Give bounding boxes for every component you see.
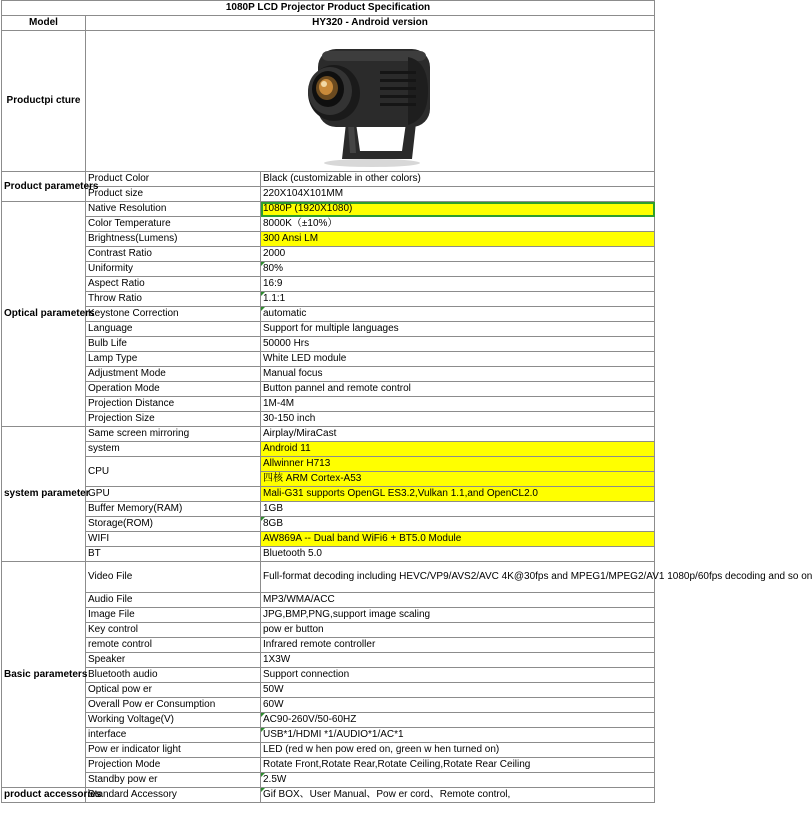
spec-value: Manual focus <box>261 367 655 382</box>
spec-key: remote control <box>86 638 261 653</box>
picture-row <box>2 31 655 172</box>
spec-value: MP3/WMA/ACC <box>261 593 655 608</box>
spec-key: Throw Ratio <box>86 292 261 307</box>
spec-key: Image File <box>86 608 261 623</box>
section-label-basic-parameters: Basic parameters <box>2 562 86 788</box>
spec-key: Projection Distance <box>86 397 261 412</box>
spec-row <box>2 758 655 773</box>
spec-row <box>2 232 655 247</box>
spec-key: Speaker <box>86 653 261 668</box>
spec-value: Rotate Front,Rotate Rear,Rotate Ceiling,Rotate Rear Ceiling <box>261 758 655 773</box>
projector-image <box>290 31 450 171</box>
spec-row <box>2 623 655 638</box>
spec-row <box>2 412 655 427</box>
spec-row <box>2 698 655 713</box>
spec-key: Key control <box>86 623 261 638</box>
spec-value: 50000 Hrs <box>261 337 655 352</box>
model-row <box>2 16 655 31</box>
spec-row <box>2 653 655 668</box>
spec-key: Contrast Ratio <box>86 247 261 262</box>
spec-value: 四核 ARM Cortex-A53 <box>261 472 655 487</box>
spec-value: Support connection <box>261 668 655 683</box>
spec-value: 1GB <box>261 502 655 517</box>
spec-row <box>2 593 655 608</box>
spec-row <box>2 352 655 367</box>
spec-value: 2.5W <box>261 773 655 788</box>
section-label-optical-parameters: Optical parameters <box>2 202 86 427</box>
spec-row <box>2 457 655 472</box>
spec-value: 8GB <box>261 517 655 532</box>
spec-key: BT <box>86 547 261 562</box>
spec-row <box>2 322 655 337</box>
spec-row <box>2 562 655 593</box>
spec-key: Standby pow er <box>86 773 261 788</box>
spec-value: 60W <box>261 698 655 713</box>
spec-key: Bluetooth audio <box>86 668 261 683</box>
spec-row <box>2 217 655 232</box>
spec-row <box>2 502 655 517</box>
spec-row <box>2 202 655 217</box>
spec-key: Language <box>86 322 261 337</box>
spec-row <box>2 292 655 307</box>
spec-value: White LED module <box>261 352 655 367</box>
spec-value: Support for multiple languages <box>261 322 655 337</box>
spec-value: JPG,BMP,PNG,support image scaling <box>261 608 655 623</box>
product-picture-cell <box>86 31 655 172</box>
spec-row <box>2 382 655 397</box>
spec-key: Keystone Correction <box>86 307 261 322</box>
spec-row <box>2 172 655 187</box>
spec-table <box>1 0 812 803</box>
spec-key: Aspect Ratio <box>86 277 261 292</box>
spec-value: Bluetooth 5.0 <box>261 547 655 562</box>
spec-row <box>2 442 655 457</box>
spec-key: Same screen mirroring <box>86 427 261 442</box>
spec-value: Android 11 <box>261 442 655 457</box>
spec-row <box>2 608 655 623</box>
spec-value: 1.1:1 <box>261 292 655 307</box>
spec-value: 50W <box>261 683 655 698</box>
spec-value: 80% <box>261 262 655 277</box>
spec-value: 30-150 inch <box>261 412 655 427</box>
spec-row <box>2 367 655 382</box>
spec-value: Airplay/MiraCast <box>261 427 655 442</box>
spec-row <box>2 187 655 202</box>
spec-key: Product Color <box>86 172 261 187</box>
section-label-system-parameter: system parameter <box>2 427 86 562</box>
spec-value: LED (red w hen pow ered on, green w hen turned on) <box>261 743 655 758</box>
spec-row <box>2 427 655 442</box>
spec-row <box>2 487 655 502</box>
spec-value: Allwinner H713 <box>261 457 655 472</box>
spec-key: Pow er indicator light <box>86 743 261 758</box>
spec-value: 220X104X101MM <box>261 187 655 202</box>
spec-value: 16:9 <box>261 277 655 292</box>
section-label-product-parameters: Product parameters <box>2 172 86 202</box>
spec-value: Button pannel and remote control <box>261 382 655 397</box>
spec-row <box>2 683 655 698</box>
spec-row <box>2 307 655 322</box>
spec-value: Black (customizable in other colors) <box>261 172 655 187</box>
model-value: HY320 - Android version <box>86 16 655 31</box>
spec-value: AW869A -- Dual band WiFi6 + BT5.0 Module <box>261 532 655 547</box>
spec-value: 8000K（±10%） <box>261 217 655 232</box>
spec-key: Working Voltage(V) <box>86 713 261 728</box>
spec-key: Audio File <box>86 593 261 608</box>
spec-value: pow er button <box>261 623 655 638</box>
model-label: Model <box>2 16 86 31</box>
spec-value: 1M-4M <box>261 397 655 412</box>
spec-key: Standard Accessory <box>86 788 261 803</box>
spec-row <box>2 713 655 728</box>
spec-row <box>2 547 655 562</box>
spec-key: Bulb Life <box>86 337 261 352</box>
spec-key: Overall Pow er Consumption <box>86 698 261 713</box>
spec-key: Adjustment Mode <box>86 367 261 382</box>
spec-row <box>2 247 655 262</box>
spec-key: Product size <box>86 187 261 202</box>
spec-key: system <box>86 442 261 457</box>
spec-value: 2000 <box>261 247 655 262</box>
title-row <box>2 1 655 16</box>
spec-key: Color Temperature <box>86 217 261 232</box>
spec-value: automatic <box>261 307 655 322</box>
spec-key: Buffer Memory(RAM) <box>86 502 261 517</box>
spec-value: Infrared remote controller <box>261 638 655 653</box>
spec-key: CPU <box>86 457 261 487</box>
spec-key: Optical pow er <box>86 683 261 698</box>
spec-row <box>2 262 655 277</box>
spec-value: Full-format decoding including HEVC/VP9/AVS2/AVC 4K@30fps and MPEG1/MPEG2/AV1 1080p/60fps decoding and so on <box>261 562 655 593</box>
spec-row <box>2 773 655 788</box>
spec-key: Uniformity <box>86 262 261 277</box>
spec-key: Native Resolution <box>86 202 261 217</box>
spec-key: Video File <box>86 562 261 593</box>
spec-row <box>2 532 655 547</box>
spec-row <box>2 668 655 683</box>
spec-value: Gif BOX、User Manual、Pow er cord、Remote control, <box>261 788 655 803</box>
spec-key: interface <box>86 728 261 743</box>
spec-row <box>2 728 655 743</box>
spec-row <box>2 743 655 758</box>
spec-value: AC90-260V/50-60HZ <box>261 713 655 728</box>
picture-label: Productpi cture <box>2 31 86 172</box>
spec-value: 1080P (1920X1080) <box>261 202 655 217</box>
spec-key: Storage(ROM) <box>86 517 261 532</box>
spec-value: 1X3W <box>261 653 655 668</box>
spec-key: Brightness(Lumens) <box>86 232 261 247</box>
spec-key: Operation Mode <box>86 382 261 397</box>
spec-key: Projection Mode <box>86 758 261 773</box>
spec-key: Projection Size <box>86 412 261 427</box>
spec-value: 300 Ansi LM <box>261 232 655 247</box>
spec-row <box>2 337 655 352</box>
spec-key: Lamp Type <box>86 352 261 367</box>
spec-row <box>2 397 655 412</box>
spec-key: WIFI <box>86 532 261 547</box>
spec-row <box>2 277 655 292</box>
spec-value: Mali-G31 supports OpenGL ES3.2,Vulkan 1.1,and OpenCL2.0 <box>261 487 655 502</box>
spec-row <box>2 788 655 803</box>
sheet-title: 1080P LCD Projector Product Specification <box>2 1 655 16</box>
spec-row <box>2 638 655 653</box>
spec-row <box>2 517 655 532</box>
spec-value: USB*1/HDMI *1/AUDIO*1/AC*1 <box>261 728 655 743</box>
section-label-product-accessories: product accessories <box>2 788 86 803</box>
spec-key: GPU <box>86 487 261 502</box>
